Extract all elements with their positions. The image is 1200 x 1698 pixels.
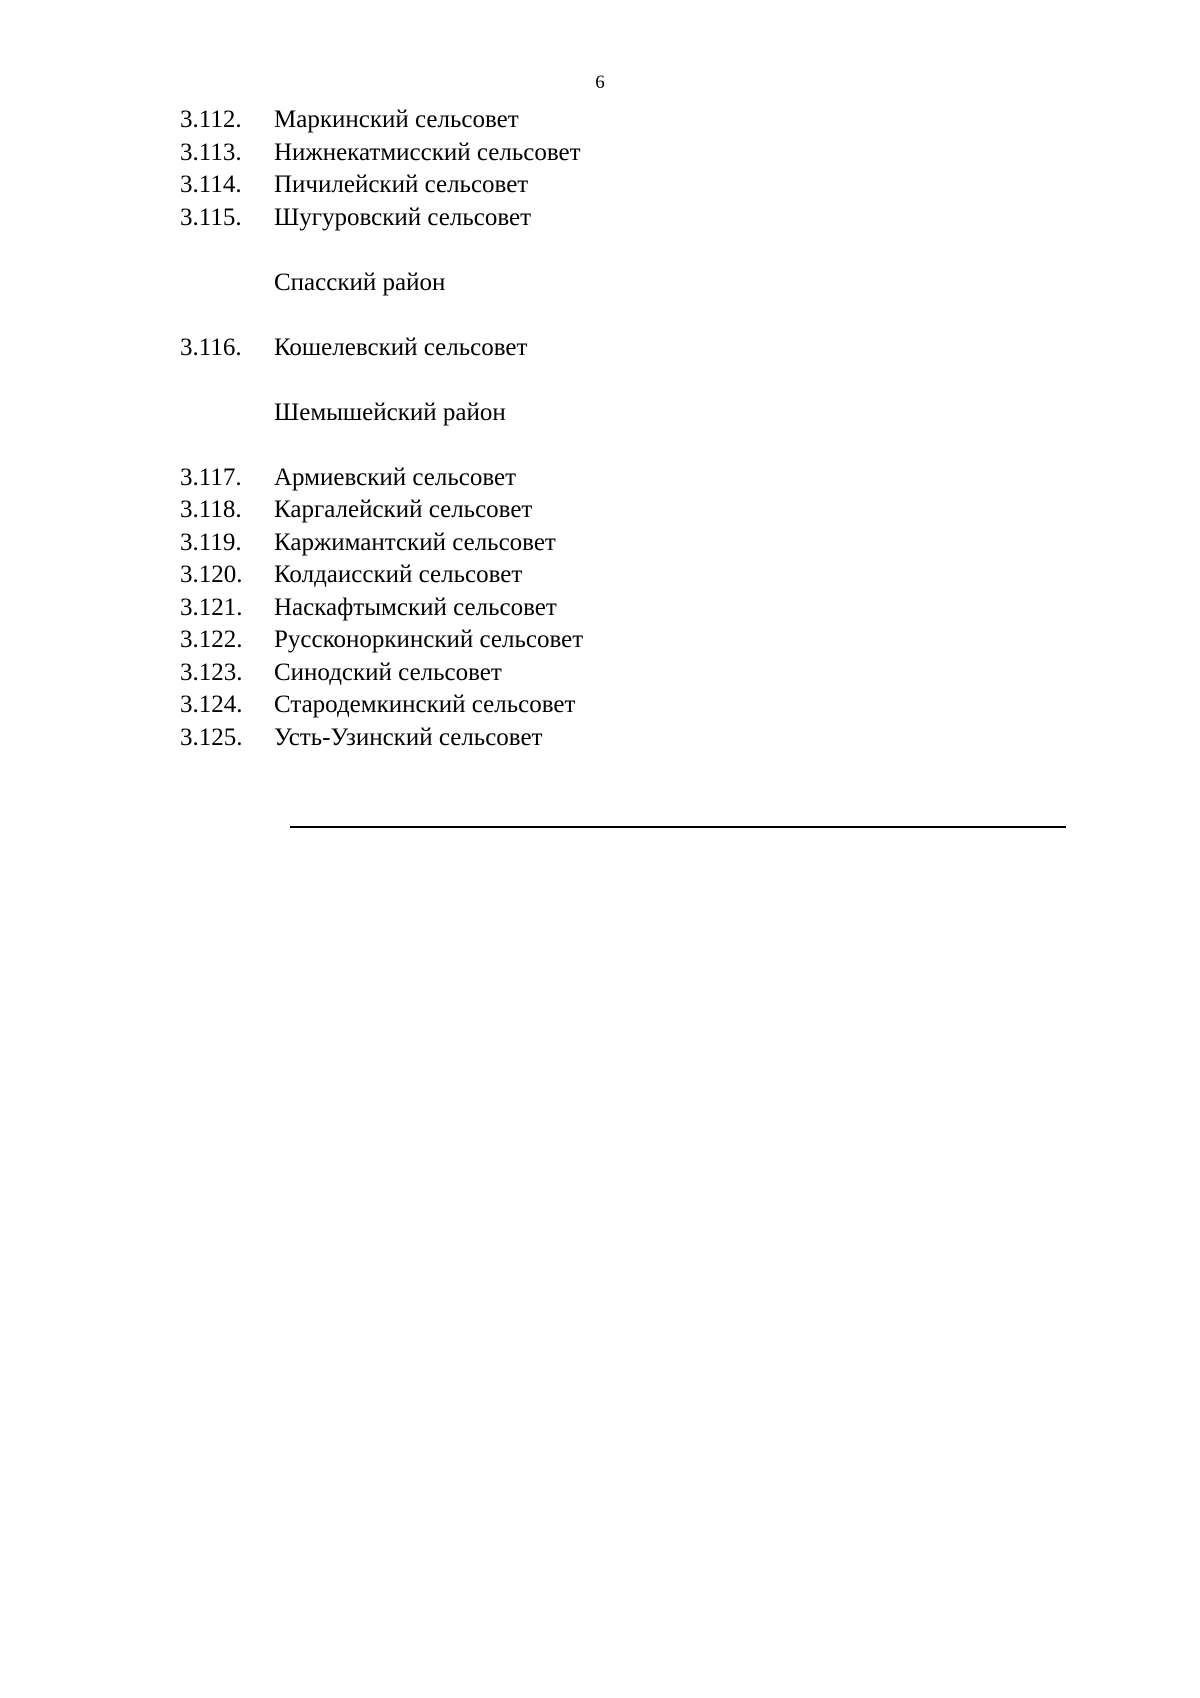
list-item: [0, 722, 1200, 755]
item-number: 3.114.: [180, 171, 242, 198]
item-name: Пичилейский сельсовет: [274, 171, 529, 198]
item-number: 3.113.: [180, 138, 242, 166]
item-name: Нижнекатмисский сельсовет: [274, 138, 581, 166]
item-number: 3.121.: [180, 593, 243, 621]
list-item: [0, 592, 1200, 625]
list-item: [0, 689, 1200, 722]
item-name: Усть-Узинский сельсовет: [274, 723, 543, 751]
item-number: 3.112.: [180, 106, 242, 133]
item-name: Наскафтымский сельсовет: [274, 593, 557, 621]
district-heading-text: Спасский район: [274, 268, 446, 296]
list-item: [0, 202, 1200, 235]
list-item: [0, 104, 1200, 137]
item-number: 3.116.: [180, 333, 242, 361]
list-item: [0, 332, 1200, 365]
item-name: Шугуровский сельсовет: [274, 203, 532, 231]
item-number: 3.117.: [180, 463, 242, 491]
item-number: 3.122.: [180, 626, 243, 653]
item-number: 3.115.: [180, 203, 242, 231]
district-heading-text: Шемышейский район: [274, 398, 506, 426]
item-name: Синодский сельсовет: [274, 658, 502, 686]
list-item: [0, 169, 1200, 202]
district-list: [0, 104, 1200, 754]
item-name: Руссконоркинский сельсовет: [274, 626, 584, 653]
item-number: 3.125.: [180, 723, 243, 751]
list-item: [0, 527, 1200, 560]
list-item: [0, 462, 1200, 495]
list-item: [0, 137, 1200, 170]
list-item: [0, 657, 1200, 690]
item-name: Каргалейский сельсовет: [274, 496, 533, 523]
page-number: 6: [595, 72, 605, 93]
district-heading: [0, 267, 1200, 300]
list-item: [0, 559, 1200, 592]
list-item: [0, 624, 1200, 657]
item-number: 3.119.: [180, 528, 242, 556]
item-name: Маркинский сельсовет: [274, 106, 519, 133]
item-name: Колдаисский сельсовет: [274, 561, 523, 588]
item-number: 3.124.: [180, 691, 243, 718]
closing-divider: [290, 826, 1066, 828]
item-number: 3.120.: [180, 561, 243, 588]
item-number: 3.123.: [180, 658, 243, 686]
item-name: Армиевский сельсовет: [274, 463, 517, 491]
list-item: [0, 494, 1200, 527]
item-name: Стародемкинский сельсовет: [274, 691, 576, 718]
district-heading: [0, 397, 1200, 430]
item-name: Каржимантский сельсовет: [274, 528, 556, 556]
item-name: Кошелевский сельсовет: [274, 333, 528, 361]
item-number: 3.118.: [180, 496, 242, 523]
